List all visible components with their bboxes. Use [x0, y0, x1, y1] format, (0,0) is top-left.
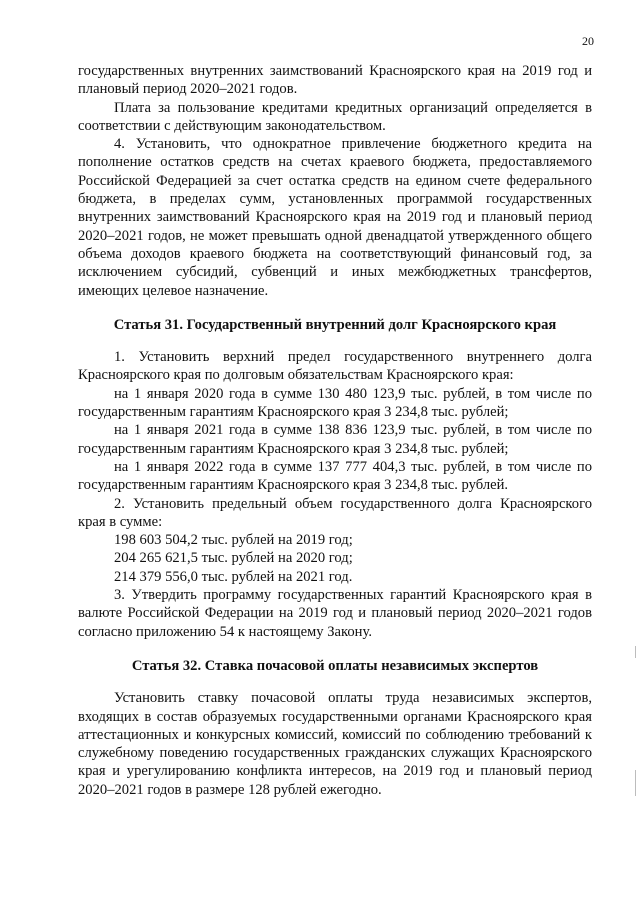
article-31-paragraph: на 1 января 2021 года в сумме 138 836 123,9 тыс. рублей, в том числе по государственным гарантиям Красноярского края 3 234,8 тыс. рублей;	[78, 422, 592, 457]
article-31-paragraph: 3. Утвердить программу государственных гарантий Красноярского края в валюте Российской Федерации на 2019 год и плановый период 2020–2021 годов согласно приложению 54 к настоящему Закону.	[78, 587, 592, 640]
intro-paragraph: Плата за пользование кредитами кредитных организаций определяется в соответствии с действующим законодательством.	[78, 99, 592, 134]
article-31-paragraph: на 1 января 2020 года в сумме 130 480 123,9 тыс. рублей, в том числе по государственным гарантиям Красноярского края 3 234,8 тыс. рублей;	[78, 385, 592, 421]
article-31-heading: Статья 31. Государственный внутренний долг Красноярского края	[113, 316, 557, 333]
article-32-paragraph: Установить ставку почасовой оплаты труда независимых экспертов, входящих в состав образуемых государственными органами Красноярского края аттестационных и конкурсных комиссий, комиссий по соблюдению требований к служебному поведению государственных гражданских служащих Красноярского края и урегулированию конфликта интересов, на 2019 год и плановый период 2020–2021 годов в размере 128 рублей ежегодно.	[78, 690, 592, 798]
scan-edge-mark	[635, 770, 636, 796]
article-32-heading: Статья 32. Ставка почасовой оплаты независимых экспертов	[131, 657, 539, 674]
article-31-paragraph: 204 265 621,5 тыс. рублей на 2020 год;	[114, 550, 353, 567]
intro-paragraph: 4. Установить, что однократное привлечение бюджетного кредита на пополнение остатков средств на счетах краевого бюджета, предоставляемого Российской Федерацией за счет остатка средств на едином счете федерального бюджета, в пределах сумм, установленных программой государственных внутренних заимствований Красноярского края на 2019 год и плановый период 2020–2021 годов, не может превышать одной двенадцатой утвержденного общего объема доходов краевого бюджета на соответствующий финансовый год, за исключением субсидий, субвенций и иных межбюджетных трансфертов, имеющих целевое назначение.	[78, 136, 592, 299]
intro-paragraph: государственных внутренних заимствований Красноярского края на 2019 год и плановый период 2020–2021 годов.	[78, 63, 592, 98]
scan-edge-mark	[635, 646, 636, 658]
article-31-paragraph: 214 379 556,0 тыс. рублей на 2021 год.	[114, 568, 353, 585]
article-31-paragraph: на 1 января 2022 года в сумме 137 777 404,3 тыс. рублей, в том числе по государственным гарантиям Красноярского края 3 234,8 тыс. рублей.	[78, 458, 592, 494]
article-31-paragraph: 198 603 504,2 тыс. рублей на 2019 год;	[114, 532, 353, 549]
document-body	[78, 62, 592, 799]
article-31-paragraph: 1. Установить верхний предел государственного внутреннего долга Красноярского края по долговым обязательствам Красноярского края:	[78, 349, 592, 384]
article-31-paragraph: 2. Установить предельный объем государственного долга Красноярского края в сумме:	[78, 495, 592, 530]
page-number: 20	[582, 34, 594, 48]
